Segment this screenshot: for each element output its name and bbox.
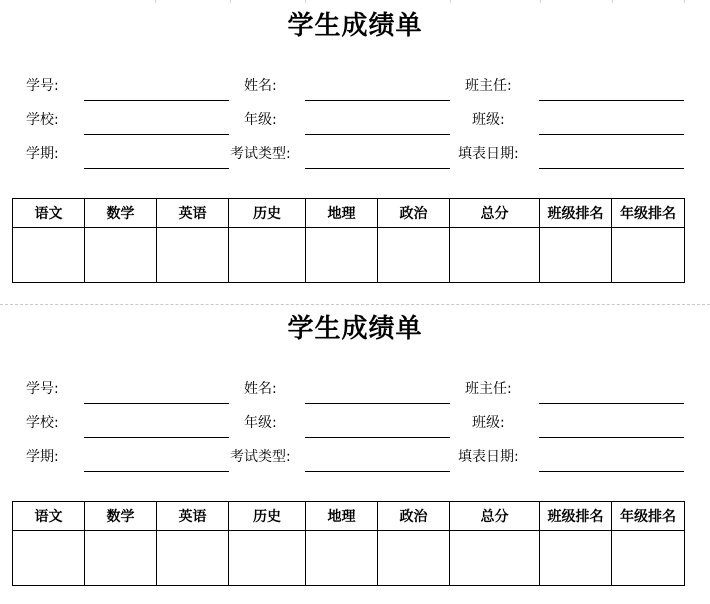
- table-header-row: [13, 199, 685, 228]
- school-field[interactable]: [84, 134, 229, 135]
- score-cell[interactable]: [450, 531, 540, 586]
- fill-date-field[interactable]: [539, 471, 684, 472]
- table-header-row: [13, 502, 685, 531]
- column-header: 地理: [306, 502, 378, 531]
- label-school: 学校:: [26, 415, 59, 431]
- column-header: 政治: [378, 199, 450, 228]
- score-cell[interactable]: [378, 531, 450, 586]
- score-cell[interactable]: [85, 228, 157, 283]
- column-header: 年级排名: [612, 199, 685, 228]
- score-cell[interactable]: [229, 531, 306, 586]
- semester-field[interactable]: [84, 168, 229, 169]
- name-field[interactable]: [305, 100, 450, 101]
- score-cell[interactable]: [450, 228, 540, 283]
- column-header: 地理: [306, 199, 378, 228]
- column-header: 英语: [157, 502, 229, 531]
- column-header: 班级排名: [540, 199, 612, 228]
- grade-field[interactable]: [305, 134, 450, 135]
- school-field[interactable]: [84, 437, 229, 438]
- table-row: [13, 228, 685, 283]
- exam-type-field[interactable]: [305, 168, 450, 169]
- page-title: 学生成绩单: [287, 11, 423, 41]
- column-header: 历史: [229, 199, 306, 228]
- column-header: 历史: [229, 502, 306, 531]
- label-fill-date: 填表日期:: [458, 146, 519, 162]
- score-cell[interactable]: [306, 228, 378, 283]
- score-cell[interactable]: [85, 531, 157, 586]
- column-header: 数学: [85, 199, 157, 228]
- score-cell[interactable]: [612, 228, 685, 283]
- class-field[interactable]: [539, 134, 684, 135]
- column-header: 班级排名: [540, 502, 612, 531]
- column-header: 总分: [450, 199, 540, 228]
- label-grade: 年级:: [244, 112, 277, 128]
- column-header: 总分: [450, 502, 540, 531]
- head-teacher-field[interactable]: [539, 403, 684, 404]
- report-card-2: [0, 303, 710, 603]
- label-class: 班级:: [472, 415, 505, 431]
- column-header: 数学: [85, 502, 157, 531]
- label-school: 学校:: [26, 112, 59, 128]
- class-field[interactable]: [539, 437, 684, 438]
- column-header: 政治: [378, 502, 450, 531]
- label-fill-date: 填表日期:: [458, 449, 519, 465]
- score-cell[interactable]: [13, 228, 85, 283]
- grades-table: [12, 198, 685, 283]
- student-id-field[interactable]: [84, 403, 229, 404]
- label-name: 姓名:: [244, 78, 277, 94]
- label-grade: 年级:: [244, 415, 277, 431]
- score-cell[interactable]: [229, 228, 306, 283]
- score-cell[interactable]: [612, 531, 685, 586]
- score-cell[interactable]: [540, 531, 612, 586]
- label-exam-type: 考试类型:: [230, 146, 291, 162]
- column-header: 语文: [13, 502, 85, 531]
- fill-date-field[interactable]: [539, 168, 684, 169]
- score-cell[interactable]: [378, 228, 450, 283]
- score-cell[interactable]: [540, 228, 612, 283]
- exam-type-field[interactable]: [305, 471, 450, 472]
- column-header: 年级排名: [612, 502, 685, 531]
- score-cell[interactable]: [306, 531, 378, 586]
- label-name: 姓名:: [244, 381, 277, 397]
- student-id-field[interactable]: [84, 100, 229, 101]
- label-semester: 学期:: [26, 146, 59, 162]
- label-semester: 学期:: [26, 449, 59, 465]
- table-row: [13, 531, 685, 586]
- label-head-teacher: 班主任:: [465, 78, 512, 94]
- label-student-id: 学号:: [26, 78, 59, 94]
- semester-field[interactable]: [84, 471, 229, 472]
- score-cell[interactable]: [13, 531, 85, 586]
- label-exam-type: 考试类型:: [230, 449, 291, 465]
- label-student-id: 学号:: [26, 381, 59, 397]
- head-teacher-field[interactable]: [539, 100, 684, 101]
- label-head-teacher: 班主任:: [465, 381, 512, 397]
- column-header: 英语: [157, 199, 229, 228]
- label-class: 班级:: [472, 112, 505, 128]
- grade-field[interactable]: [305, 437, 450, 438]
- grades-table: [12, 501, 685, 586]
- name-field[interactable]: [305, 403, 450, 404]
- column-header: 语文: [13, 199, 85, 228]
- score-cell[interactable]: [157, 228, 229, 283]
- page-title: 学生成绩单: [287, 314, 423, 344]
- score-cell[interactable]: [157, 531, 229, 586]
- report-card-1: [0, 0, 710, 300]
